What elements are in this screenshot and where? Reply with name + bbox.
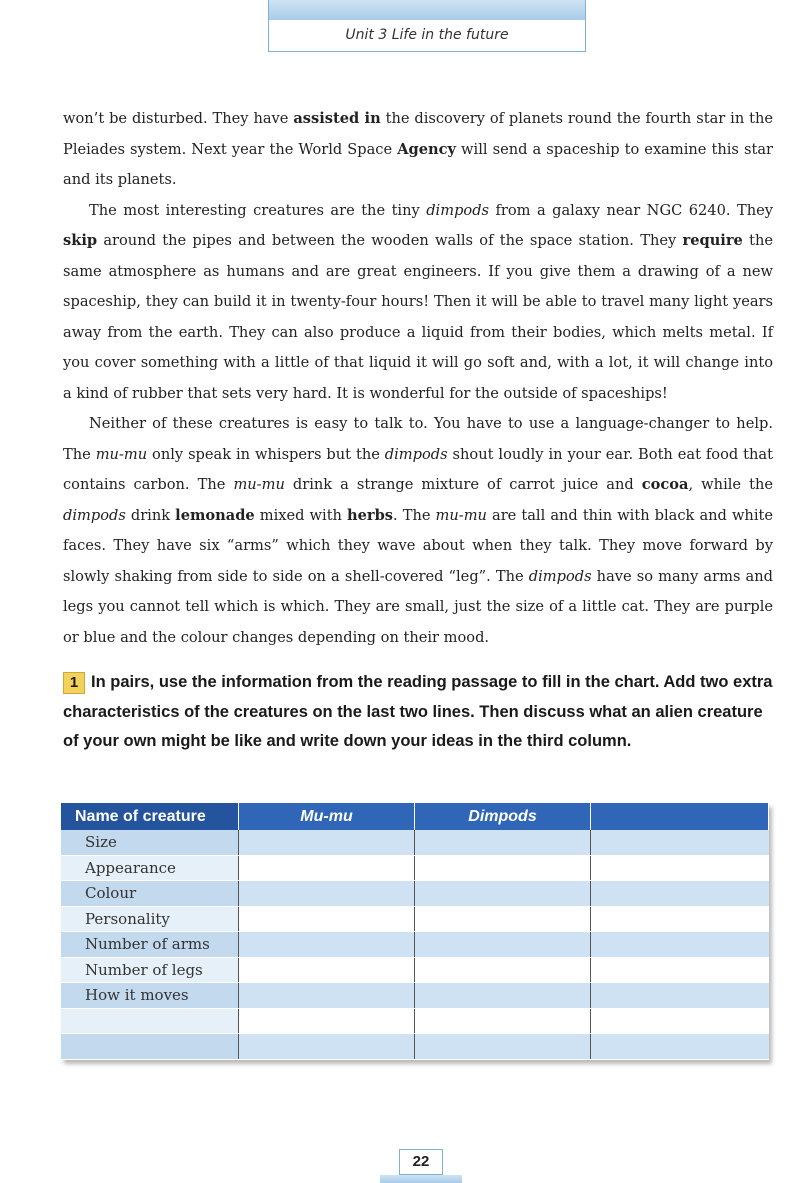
chart-cell[interactable] — [591, 830, 769, 855]
chart-row — [61, 855, 769, 881]
chart-cell[interactable] — [239, 881, 415, 907]
paragraph-3 — [63, 409, 773, 653]
chart-cell[interactable] — [239, 932, 415, 958]
paragraph-1 — [63, 104, 773, 196]
chart-cell[interactable] — [591, 932, 769, 958]
creature-name: dimpods — [384, 445, 448, 463]
chart-row — [61, 957, 769, 983]
vocab-word: cocoa — [641, 476, 689, 493]
header-own-creature — [591, 803, 769, 830]
text: only speak in whispers but the — [147, 445, 385, 463]
chart-cell[interactable] — [239, 957, 415, 983]
reading-passage — [63, 104, 773, 653]
text: , while the — [688, 476, 773, 493]
unit-header — [268, 0, 586, 52]
chart-cell[interactable] — [591, 957, 769, 983]
text: will send a spaceship to examine this star and its planets. — [63, 140, 773, 188]
chart-cell[interactable] — [591, 1034, 769, 1060]
text: around the pipes and between the wooden walls of the space station. They — [97, 232, 683, 249]
chart-cell[interactable] — [591, 906, 769, 932]
task-instruction — [63, 668, 775, 757]
page-number: 22 — [399, 1149, 443, 1175]
text: the discovery of planets round the fourth star in the Pleiades system. Next year the World Space — [63, 110, 774, 158]
row-label: Appearance — [61, 855, 239, 881]
row-label: How it moves — [61, 983, 239, 1009]
chart-cell[interactable] — [239, 1034, 415, 1060]
row-label: Number of legs — [61, 957, 239, 983]
chart-cell[interactable] — [591, 855, 769, 881]
task-number-badge: 1 — [63, 672, 85, 694]
header-dimpods: Dimpods — [415, 803, 591, 830]
chart-row — [61, 881, 769, 907]
chart-cell[interactable] — [415, 906, 591, 932]
text: have so many arms and legs you cannot tell which is which. They are small, just the size of a little cat. They are purple or blue and the colour changes depending on their mood. — [63, 567, 773, 646]
text: The most interesting creatures are the tiny — [89, 201, 427, 219]
creature-name: dimpods — [426, 201, 490, 219]
chart-header-row — [61, 803, 769, 830]
unit-title: Unit 3 Life in the future — [345, 27, 509, 43]
text: shout loudly in your ear. Both eat food that contains carbon. The — [63, 445, 773, 493]
chart-cell[interactable] — [591, 881, 769, 907]
chart-cell[interactable] — [239, 855, 415, 881]
chart-cell[interactable] — [591, 1008, 769, 1034]
text: drink — [125, 506, 176, 524]
task-text: In pairs, use the information from the reading passage to fill in the chart. Add two extra characteristics of the creatures on the last two lines. Then discuss what an alien creature of your own might be like and write down your ideas in the third column. — [63, 673, 773, 750]
creature-chart — [61, 803, 769, 1060]
creature-name: mu-mu — [233, 476, 285, 493]
chart-row — [61, 983, 769, 1009]
row-label: Size — [61, 830, 239, 855]
chart-row — [61, 830, 769, 855]
row-label — [61, 1034, 239, 1060]
chart-cell[interactable] — [239, 983, 415, 1009]
text: the same atmosphere as humans and are great engineers. If you give them a drawing of a new spaceship, they can build it in twenty-four hours! Then it will be able to travel many light years away from the earth. They can also produce a liquid from their bodies, which melts metal. If you cover something with a little of that liquid it will go soft and, with a lot, it will change into a kind of rubber that sets very hard. It is wonderful for the outside of spaceships! — [63, 232, 773, 402]
page-number-decoration — [380, 1175, 462, 1183]
chart-cell[interactable] — [415, 1034, 591, 1060]
vocab-word: assisted in — [293, 110, 381, 127]
row-label: Personality — [61, 906, 239, 932]
chart-cell[interactable] — [591, 983, 769, 1009]
text: . The — [393, 506, 436, 524]
chart-row — [61, 1008, 769, 1034]
row-label: Number of arms — [61, 932, 239, 958]
creature-name: mu-mu — [435, 506, 487, 524]
chart-cell[interactable] — [239, 1008, 415, 1034]
vocab-word: skip — [63, 232, 98, 249]
paragraph-2 — [63, 196, 773, 410]
chart-cell[interactable] — [415, 881, 591, 907]
text: drink a strange mixture of carrot juice and — [284, 476, 642, 493]
vocab-word: require — [682, 232, 743, 249]
creature-name: mu-mu — [95, 445, 148, 463]
chart-cell[interactable] — [415, 983, 591, 1009]
text: won’t be disturbed. They have — [63, 110, 294, 127]
vocab-word: herbs — [347, 506, 394, 524]
text: are tall and thin with black and white faces. They have six “arms” which they wave about when they talk. They move forward by slowly shaking from side to side on a shell-covered “leg”. The — [63, 506, 773, 585]
row-label — [61, 1008, 239, 1034]
chart-row — [61, 906, 769, 932]
chart-row — [61, 932, 769, 958]
chart-row — [61, 1034, 769, 1060]
creature-name: dimpods — [63, 506, 126, 524]
chart-cell[interactable] — [415, 830, 591, 855]
vocab-word: Agency — [397, 140, 456, 158]
chart-cell[interactable] — [415, 855, 591, 881]
creature-name: dimpods — [528, 567, 592, 585]
header-name-of-creature: Name of creature — [61, 803, 239, 830]
text: Neither of these creatures is easy to talk to. You have to use a language-changer to help. The — [63, 415, 773, 463]
chart-cell[interactable] — [415, 932, 591, 958]
header-decoration — [269, 0, 585, 20]
vocab-word: lemonade — [175, 506, 255, 524]
chart-cell[interactable] — [415, 1008, 591, 1034]
text: mixed with — [254, 506, 348, 524]
chart-cell[interactable] — [415, 957, 591, 983]
text: from a galaxy near NGC 6240. They — [489, 201, 773, 219]
row-label: Colour — [61, 881, 239, 907]
header-mu-mu: Mu-mu — [239, 803, 415, 830]
chart-cell[interactable] — [239, 906, 415, 932]
chart-cell[interactable] — [239, 830, 415, 855]
